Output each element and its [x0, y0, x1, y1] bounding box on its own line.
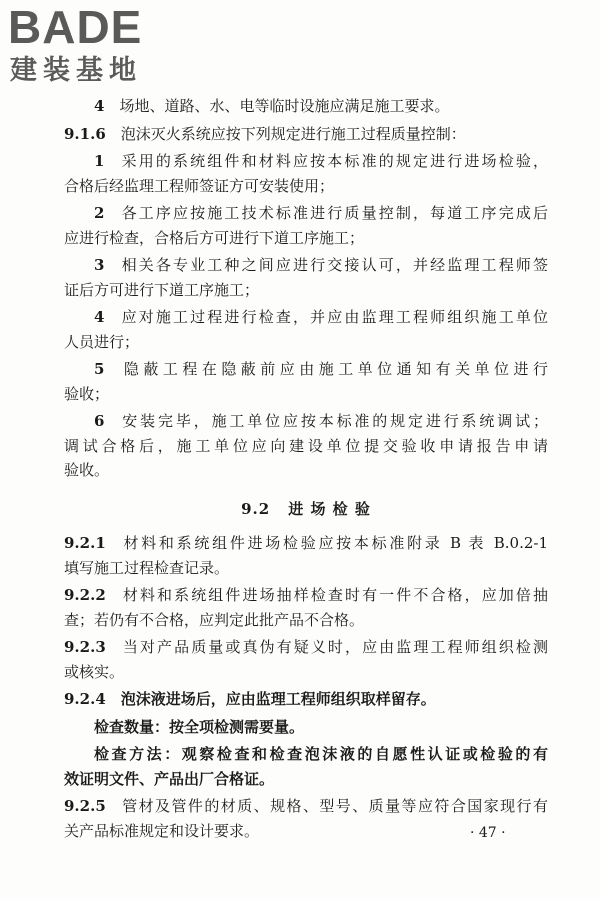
clause-line	[64, 201, 548, 226]
clause-text: 泡沫灭火系统应按下列规定进行施工过程质量控制：	[120, 124, 466, 143]
section-heading	[64, 497, 548, 522]
clause-paragraph	[64, 122, 548, 147]
clause-line	[64, 226, 548, 251]
clause-number: 9.2.1	[64, 534, 106, 552]
clause-paragraph	[64, 715, 548, 740]
clause-paragraph	[64, 357, 548, 406]
clause-line	[64, 715, 548, 740]
clause-text: 材料和系统组件进场检验应按本标准附录 B 表 B.0.2-1	[120, 534, 548, 552]
clause-number: 6	[94, 412, 105, 430]
clause-number: 4	[94, 97, 105, 115]
clause-number: 2	[94, 204, 105, 222]
clause-paragraph	[64, 583, 548, 632]
section-title: 进 场 检 验	[288, 499, 371, 518]
document-body	[64, 94, 548, 846]
clause-paragraph	[64, 409, 548, 483]
clause-line	[64, 94, 548, 119]
clause-number: 9.2.5	[64, 797, 106, 815]
clause-line	[64, 660, 548, 685]
clause-paragraph	[64, 201, 548, 250]
clause-line	[64, 434, 548, 459]
clause-paragraph	[64, 253, 548, 302]
clause-text: 材料和系统组件进场抽样检查时有一件不合格，应加倍抽	[120, 586, 548, 604]
clause-line	[64, 149, 548, 174]
clause-text: 调试合格后，施工单位应向建设单位提交验收申请报告申请	[64, 436, 548, 455]
bade-logo	[8, 2, 178, 88]
clause-number: 9.2.2	[64, 586, 106, 604]
clause-text: 当对产品质量或真伪有疑义时，应由监理工程师组织检测	[120, 638, 548, 656]
clause-line	[64, 687, 548, 712]
clause-line	[64, 122, 548, 147]
clause-number: 4	[94, 308, 105, 326]
clause-line	[64, 531, 548, 556]
clause-text: 检查数量：按全项检测需要量。	[94, 717, 305, 736]
clause-text: 验收。	[64, 461, 110, 479]
clause-line	[64, 635, 548, 660]
clause-line	[64, 556, 548, 581]
clause-9-2-list	[64, 531, 548, 843]
clause-paragraph	[64, 305, 548, 354]
clause-line	[64, 357, 548, 382]
clause-text: 填写施工过程检查记录。	[64, 558, 230, 577]
clause-text: 管材及管件的材质、规格、型号、质量等应符合国家现行有	[120, 797, 548, 815]
clause-text: 查；若仍有不合格，应判定此批产品不合格。	[64, 610, 365, 629]
clause-line	[64, 382, 548, 407]
clause-text: 人员进行；	[64, 332, 140, 351]
clause-text: 安装完毕，施工单位应按本标准的规定进行系统调试；	[119, 412, 548, 430]
clause-line	[64, 608, 548, 633]
clause-text: 效证明文件、产品出厂合格证。	[64, 769, 275, 788]
clause-paragraph	[64, 635, 548, 684]
clause-text: 各工序应按施工技术标准进行质量控制，每道工序完成后	[119, 204, 548, 222]
clause-number: 3	[94, 256, 105, 274]
clause-line	[64, 253, 548, 278]
clause-paragraph	[64, 149, 548, 198]
clause-text: 应进行检查，合格后方可进行下道工序施工；	[64, 228, 365, 247]
clause-line	[64, 174, 548, 199]
clause-line	[64, 278, 548, 303]
clause-line	[64, 458, 548, 483]
clause-line	[64, 794, 548, 819]
clause-text: 证后方可进行下道工序施工；	[64, 280, 260, 299]
clause-text: 应对施工过程进行检查，并应由监理工程师组织施工单位	[119, 308, 548, 326]
clause-text: 场地、道路、水、电等临时设施应满足施工要求。	[119, 97, 450, 115]
clause-number: 9.2.4	[64, 690, 106, 708]
logo-sub-text: 建装基地	[10, 55, 142, 85]
clause-text: 相关各专业工种之间应进行交接认可，并经监理工程师签	[119, 256, 548, 274]
clause-text: 或核实。	[64, 662, 125, 681]
clause-line	[64, 409, 548, 434]
clause-line	[64, 330, 548, 355]
clause-number: 5	[94, 360, 105, 378]
clause-text: 关产品标准规定和设计要求。	[64, 821, 260, 840]
clause-number: 9.1.6	[64, 124, 106, 143]
clause-paragraph	[64, 531, 548, 580]
clause-number: 9.2.3	[64, 638, 106, 656]
section-number: 9.2	[241, 499, 271, 518]
clause-line	[64, 583, 548, 608]
clause-number: 1	[94, 152, 105, 170]
clause-text: 采用的系统组件和材料应按本标准的规定进行进场检验，	[119, 152, 548, 170]
clause-line	[64, 305, 548, 330]
clause-line	[64, 767, 548, 792]
clause-text: 合格后经监理工程师签证方可安装使用；	[64, 176, 335, 195]
clause-paragraph	[64, 742, 548, 791]
clause-text: 泡沫液进场后，应由监理工程师组织取样留存。	[120, 690, 436, 708]
page-number: · 47 ·	[470, 825, 506, 841]
clause-text: 隐蔽工程在隐蔽前应由施工单位通知有关单位进行	[119, 360, 548, 378]
clause-line	[64, 742, 548, 767]
clause-paragraph	[64, 687, 548, 712]
clause-text: 检查方法：观察检查和检查泡沫液的自愿性认证或检验的有	[94, 745, 548, 763]
logo-main-text: BADE	[8, 1, 143, 53]
clause-text: 验收；	[64, 384, 110, 403]
clause-paragraph	[64, 94, 548, 119]
clause-9-1-list	[64, 94, 548, 483]
